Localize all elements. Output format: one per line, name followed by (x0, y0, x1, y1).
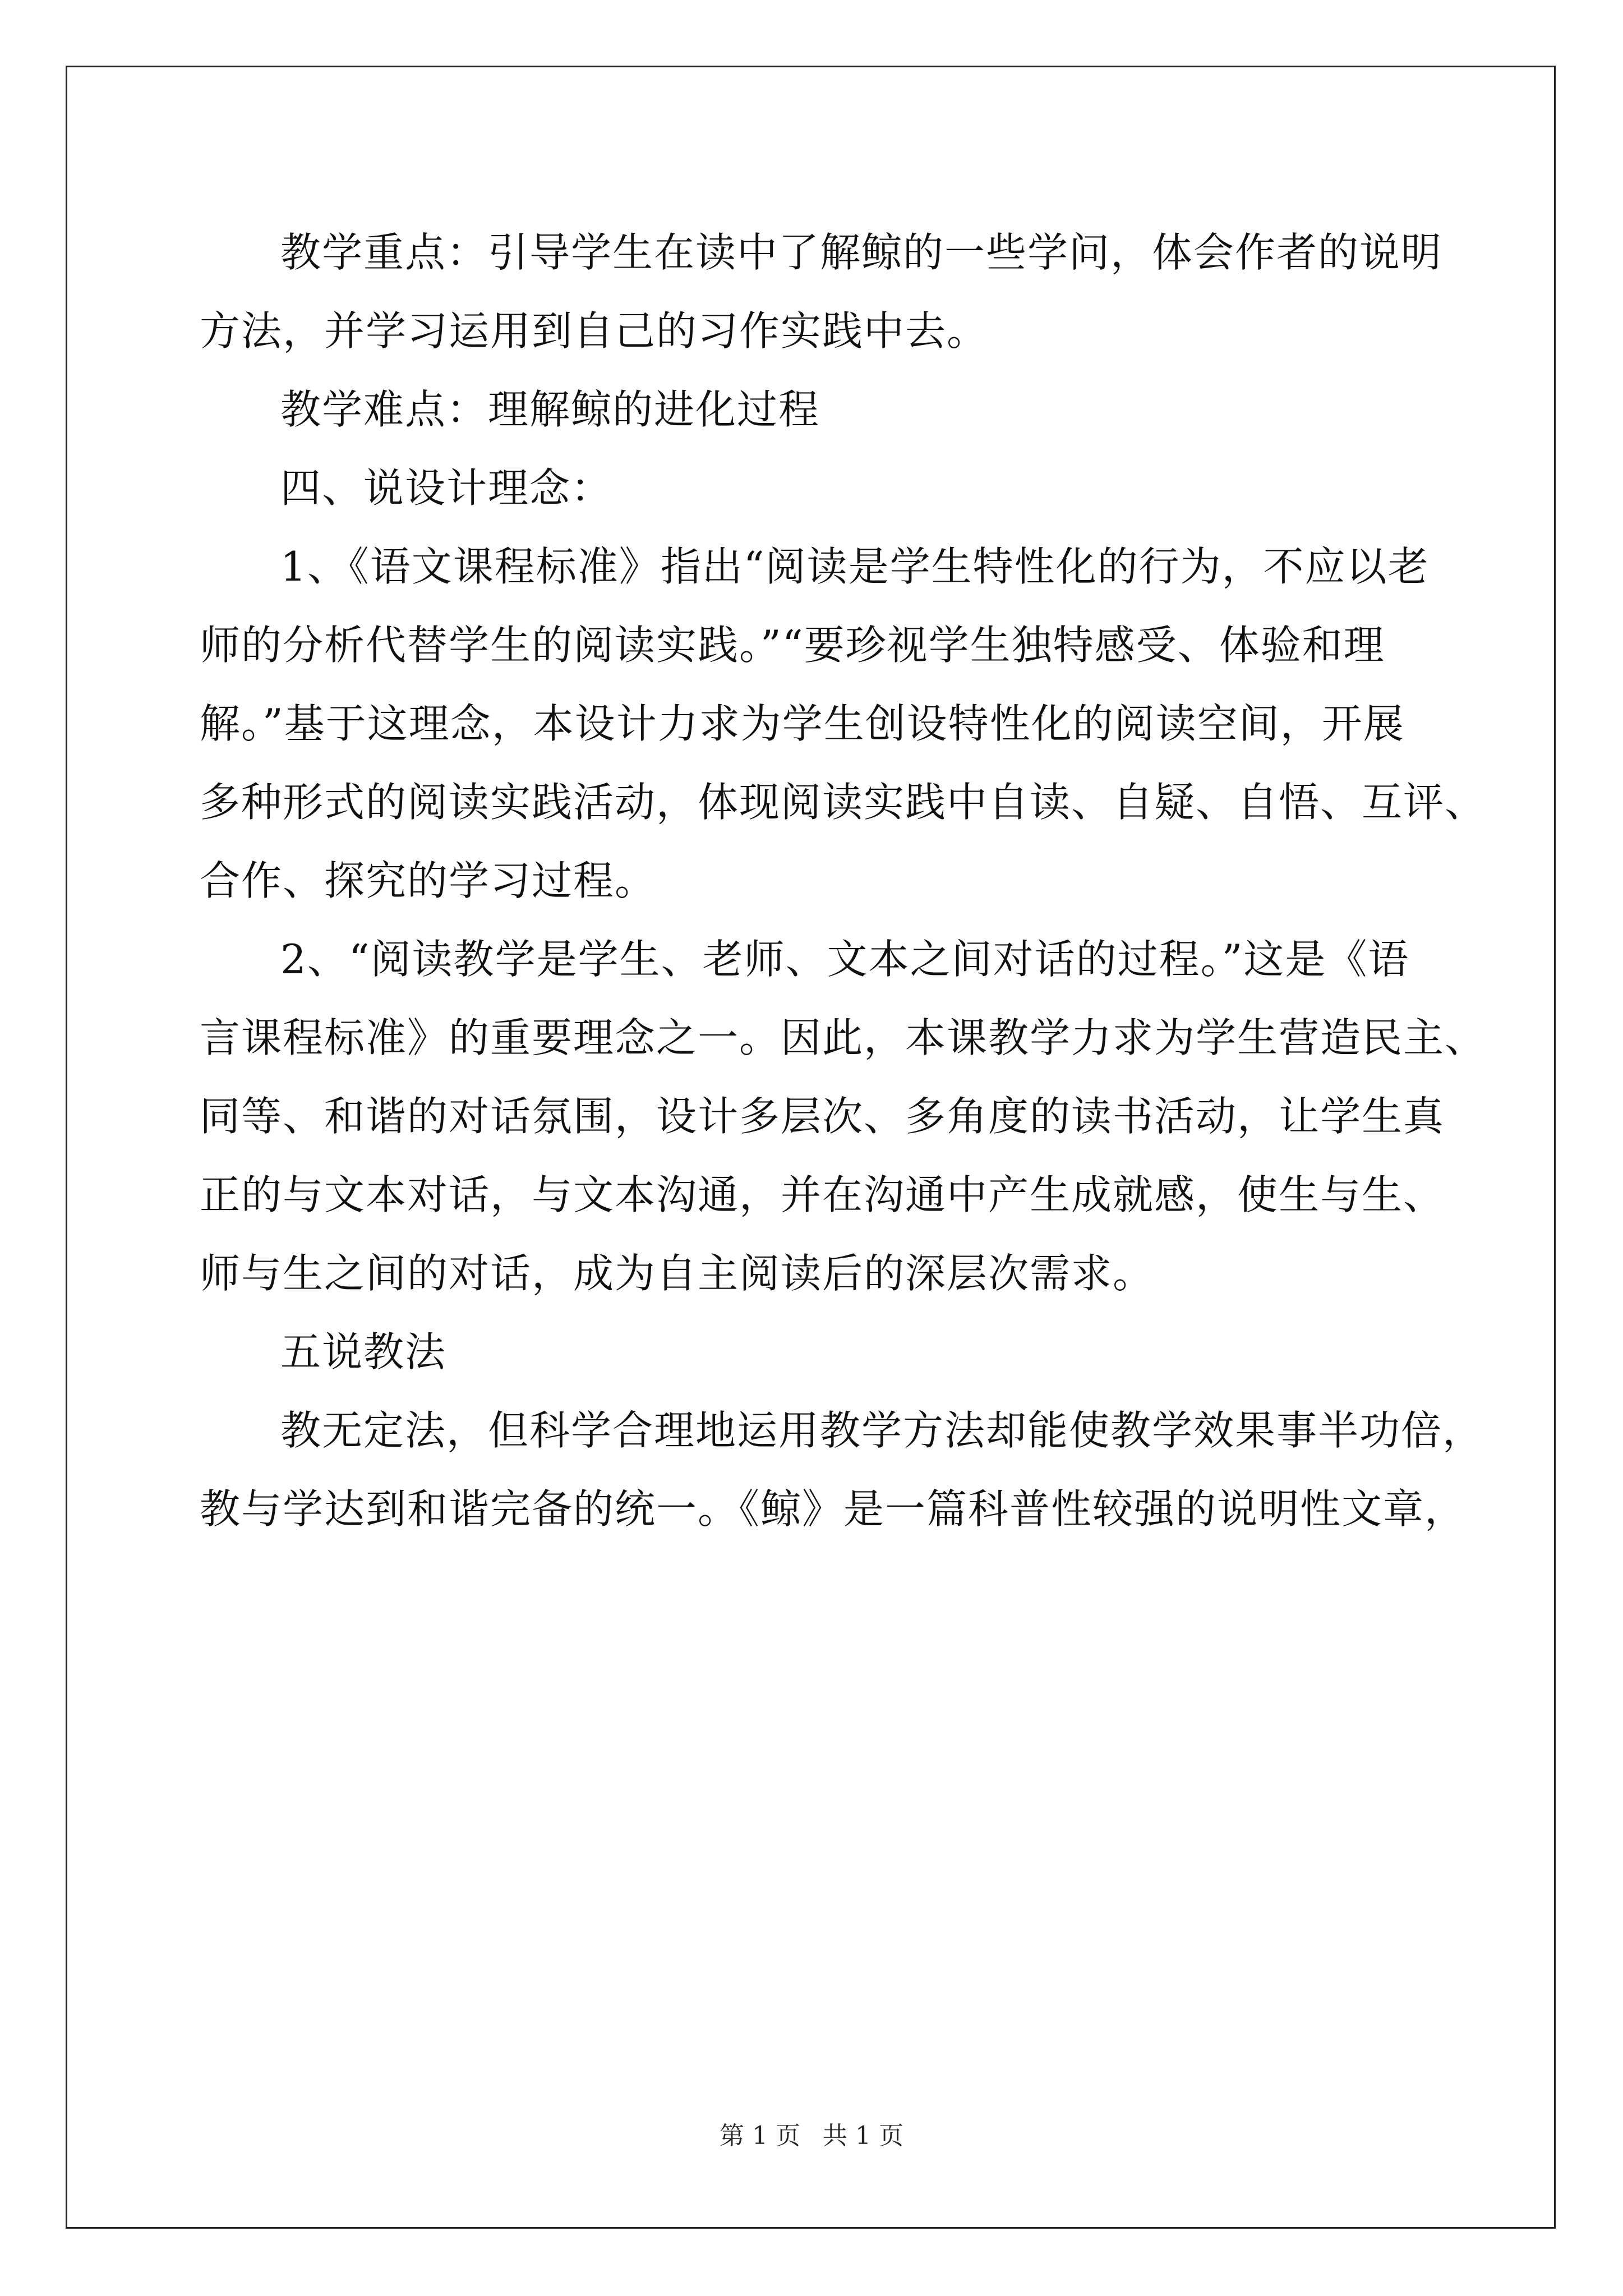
page-number: 第 1 页 (720, 2122, 800, 2150)
text-line-method-1: 教无定法，但科学合理地运用教学方法却能使教学效果事半功倍， (280, 1407, 1484, 1454)
text-line-concept1-3: 解。”基于这理念，本设计力求为学生创设特性化的阅读空间，开展 (200, 700, 1405, 747)
text-line-concept2-1: 2、“阅读教学是学生、老师、文本之间对话的过程。”这是《语 (280, 936, 1410, 983)
text-line-concept2-5: 师与生之间的对话，成为自主阅读后的深层次需求。 (200, 1250, 1155, 1297)
text-line-concept1-1: 1、《语文课程标准》指出“阅读是学生特性化的行为，不应以老 (280, 543, 1430, 590)
text-line-concept1-4: 多种形式的阅读实践活动，体现阅读实践中自读、自疑、自悟、互评、 (200, 779, 1487, 826)
text-line-difficulty: 教学难点：理解鲸的进化过程 (280, 386, 820, 433)
text-line-focus-2: 方法，并学习运用到自己的习作实践中去。 (200, 307, 989, 355)
text-line-method-2: 教与学达到和谐完备的统一。《鲸》是一篇科普性较强的说明性文章， (200, 1485, 1467, 1533)
text-line-concept2-4: 正的与文本对话，与文本沟通，并在沟通中产生成就感，使生与生、 (200, 1171, 1445, 1218)
text-line-concept1-5: 合作、探究的学习过程。 (200, 857, 657, 904)
text-line-concept2-2: 言课程标准》的重要理念之一。因此，本课教学力求为学生营造民主、 (200, 1014, 1487, 1061)
document-body (200, 213, 1487, 1548)
section-heading-design-concept: 四、说设计理念： (280, 464, 613, 512)
page-footer (0, 2119, 1623, 2153)
text-line-focus-1: 教学重点：引导学生在读中了解鲸的一些学问，体会作者的说明 (280, 229, 1443, 276)
text-line-concept1-2: 师的分析代替学生的阅读实践。”“要珍视学生独特感受、体验和理 (200, 622, 1385, 669)
text-line-concept2-3: 同等、和谐的对话氛围，设计多层次、多角度的读书活动，让学生真 (200, 1093, 1445, 1140)
section-heading-teaching-method: 五说教法 (280, 1328, 447, 1375)
page-total: 共 1 页 (823, 2122, 903, 2150)
